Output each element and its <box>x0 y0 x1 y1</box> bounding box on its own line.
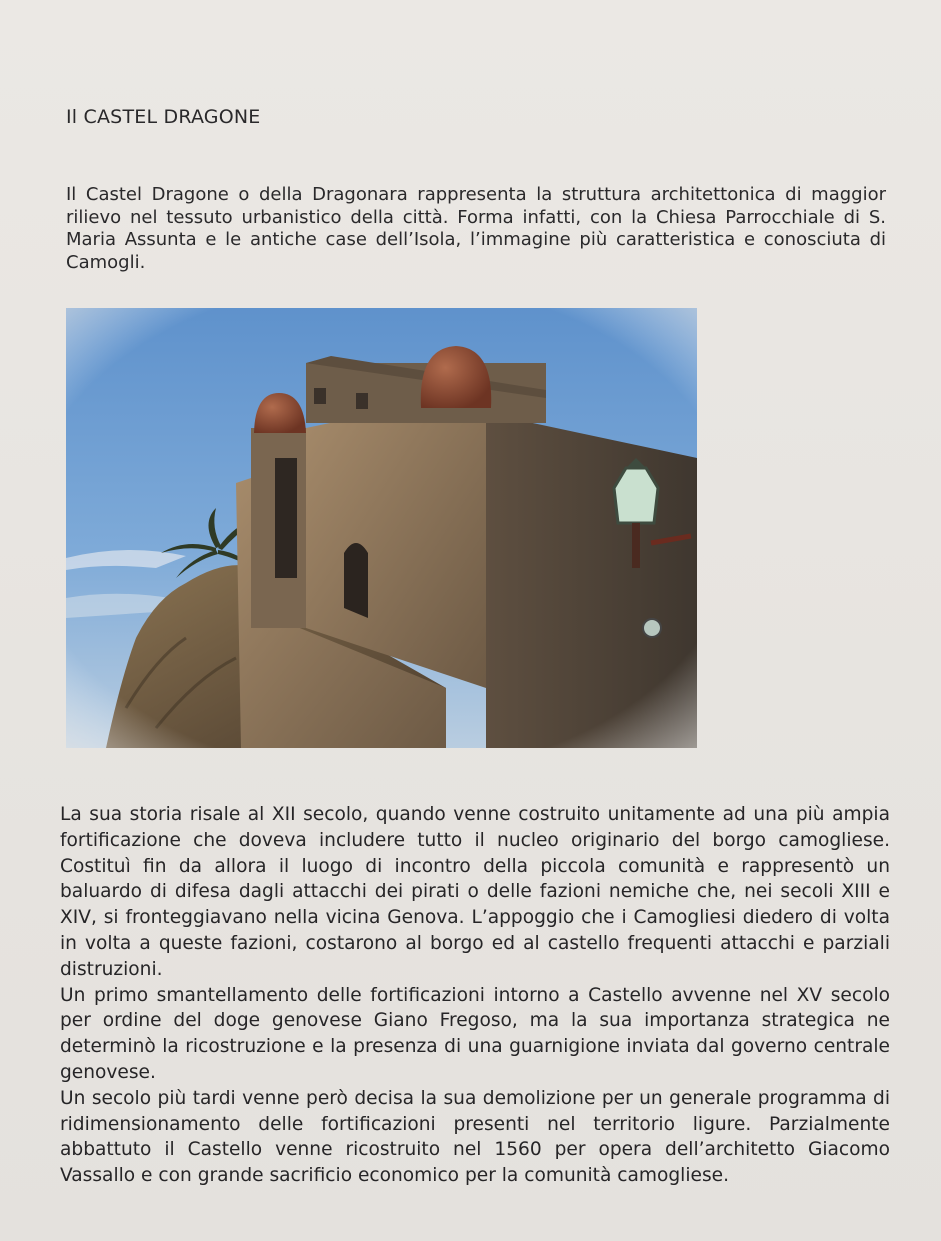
castle-photo <box>66 308 697 748</box>
paragraph: Un primo smantellamento delle fortificazioni intorno a Castello avvenne nel XV secolo per ordine del doge genovese Giano Fregoso, ma la sua importanza strategica ne determinò la ricostruzione e la presenza di una guarnigione inviata dal governo centrale genovese. <box>60 984 890 1083</box>
paragraph: La sua storia risale al XII secolo, quando venne costruito unitamente ad una più ampia fortificazione che doveva includere tutto il nucleo originario del borgo camogliese. Costituì fin da allora il luogo di incontro della piccola comunità e rappresentò un baluardo di difesa dagli attacchi dei pirati o delle fazioni nemiche che, nei secoli XIII e XIV, si fronteggiavano nella vicina Genova. L’appoggio che i Camogliesi diedero di volta in volta a queste fazioni, costarono al borgo ed al castello frequenti attacchi e parziali distruzioni. <box>60 804 890 980</box>
intro-paragraph: Il Castel Dragone o della Dragonara rappresenta la struttura architettonica di maggior rilievo nel tessuto urbanistico della città. Forma infatti, con la Chiesa Parrocchiale di S. Maria Assunta e le antiche case dell’Isola, l’immagine più caratteristica e conosciuta di Camogli. <box>66 184 886 273</box>
history-text <box>60 802 890 1189</box>
paragraph: Un secolo più tardi venne però decisa la sua demolizione per un generale programma di ridimensionamento delle fortificazioni presenti nel territorio ligure. Parzialmente abbattuto il Castello venne ricostruito nel 1560 per opera dell’architetto Giacomo Vassallo e con grande sacrificio economico per la comunità camogliese. <box>60 1087 890 1187</box>
page-title: Il CASTEL DRAGONE <box>66 106 261 128</box>
